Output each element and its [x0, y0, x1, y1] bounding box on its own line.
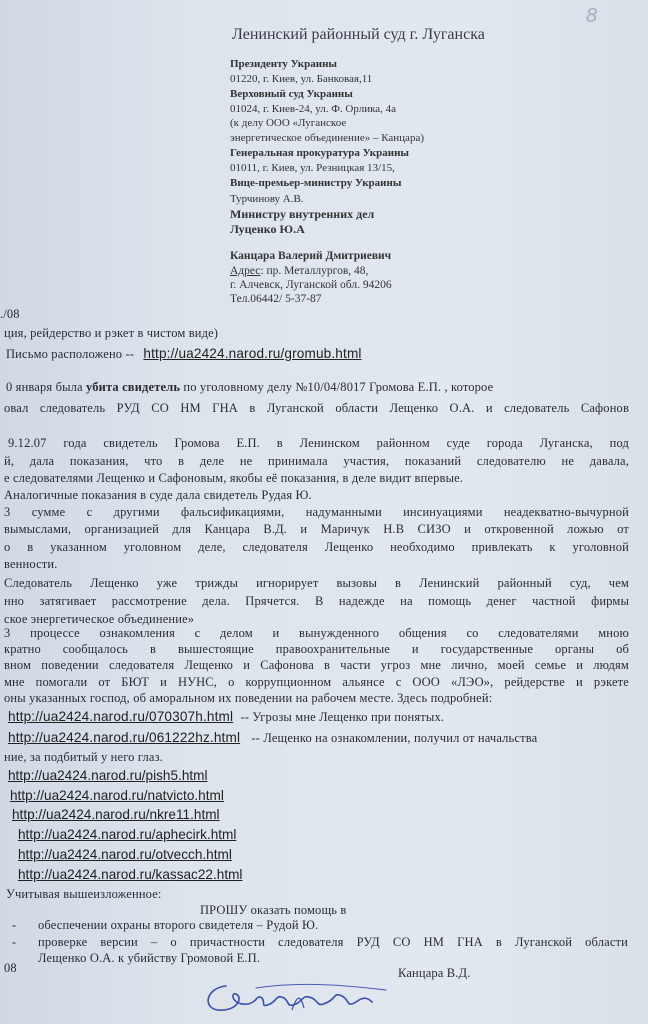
- link-note: -- Лещенко на ознакомлении, получил от начальства: [251, 731, 538, 745]
- sender-address: [230, 266, 368, 278]
- address-line1: : пр. Металлургов, 48,: [260, 265, 369, 277]
- addressee-line: 01024, г. Киев-24, ул. Ф. Орлика, 4а: [230, 103, 397, 115]
- body-line: вымыслами, организацией для Канцара В.Д. и Маричук Н.В СИЗО и откровенной ложью от: [4, 522, 629, 536]
- body-line: Следователь Лещенко уже трижды игнорирует вызовы в Ленинский районный суд, чем: [4, 576, 629, 590]
- link-pish5[interactable]: http://ua2424.narod.ru/pish5.html: [8, 768, 208, 783]
- body-line: мне помогали от БЮТ и НУНС, о коррупционном альянсе с ООО «ЛЭО», рейдерстве и рэкете: [4, 675, 629, 689]
- addressee-line: Луценко Ю.А: [230, 222, 305, 236]
- link-kassac22[interactable]: http://ua2424.narod.ru/kassac22.html: [18, 867, 243, 882]
- addressee-line: Вице-премьер-министру Украины: [230, 177, 402, 189]
- link-otvecch[interactable]: http://ua2424.narod.ru/otvecch.html: [18, 847, 232, 862]
- link-061222hz[interactable]: http://ua2424.narod.ru/061222hz.html: [8, 730, 241, 745]
- sender-phone: Тел.06442/ 5-37-87: [230, 293, 322, 305]
- court-title: Ленинский районный суд г. Луганска: [232, 26, 485, 43]
- bullet-marker: -: [12, 935, 17, 949]
- body-line: 3 сумме с другими фальсификациями, надуманными инсинуациями неадекватно-вычурной: [4, 505, 629, 519]
- letter-location-label: Письмо расположено --: [6, 347, 135, 361]
- link-nkre11[interactable]: http://ua2424.narod.ru/nkre11.html: [12, 807, 220, 822]
- addressee-line: энергетическое объединение» – Канцара): [230, 132, 424, 144]
- body-line: е следователями Лещенко и Сафоновым, якобы её показания, в деле видит впервые.: [4, 471, 464, 485]
- date-fragment: 08: [4, 961, 17, 975]
- body-line: Учитывая вышеизложенное:: [6, 887, 162, 901]
- body-line: й, дала показания, что в деле не принимала участия, показаний следователю не давала,: [4, 454, 629, 468]
- addressee-line: Генеральная прокуратура Украины: [230, 147, 409, 159]
- body-text-bold: убита свидетель: [86, 380, 181, 394]
- addressee-line: Президенту Украины: [230, 58, 337, 70]
- link-row: [8, 710, 444, 724]
- signatory-name: Канцара В.Д.: [398, 966, 471, 980]
- addressee-line: Министру внутренних дел: [230, 207, 375, 221]
- body-line: [6, 381, 493, 394]
- body-line: о в указанном уголовном деле, следователя Лещенко необходимо привлекать к уголовной: [4, 540, 629, 554]
- body-line: кратно сообщалось в вышестоящие правоохранительные и государственные органы об: [4, 642, 629, 656]
- body-line: вном поведении следователя Лещенко и Сафонова в части угроз мне лично, моей семье и людям: [4, 658, 629, 672]
- bullet-marker: -: [12, 918, 17, 932]
- handwritten-page-number: 8: [586, 5, 598, 27]
- request-heading: ПРОШУ оказать помощь в: [200, 903, 347, 917]
- body-line: ./08: [0, 307, 20, 321]
- link-aphecirk[interactable]: http://ua2424.narod.ru/aphecirk.html: [18, 827, 237, 842]
- body-line: ция, рейдерство и рэкет в чистом виде): [4, 326, 219, 340]
- request-item-cont: Лещенко О.А. к убийству Громовой Е.П.: [38, 951, 261, 965]
- sender-name: Канцара Валерий Дмитриевич: [230, 250, 392, 262]
- link-070307h[interactable]: http://ua2424.narod.ru/070307h.html: [8, 709, 234, 724]
- body-line: Аналогичные показания в суде дала свидетель Рудая Ю.: [4, 488, 312, 502]
- addressee-line: 01011, г. Киев, ул. Резницкая 13/15,: [230, 162, 395, 174]
- addressee-line: (к делу ООО «Луганское: [230, 117, 347, 129]
- link-natvicto[interactable]: http://ua2424.narod.ru/natvicto.html: [10, 788, 224, 803]
- link-row: [8, 731, 629, 745]
- addressee-line: Верховный суд Украины: [230, 88, 353, 100]
- addressee-line: 01220, г. Киев, ул. Банковая,11: [230, 73, 373, 85]
- body-line: ние, за подбитый у него глаз.: [4, 750, 163, 764]
- body-line: нно затягивает рассмотрение дела. Прячется. В надежде на помощь денег частной фирмы: [4, 594, 629, 608]
- handwritten-signature: [196, 968, 396, 1018]
- body-line: 9.12.07 года свидетель Громова Е.П. в Ленинском районном суде города Луганска, под: [8, 436, 629, 450]
- sender-address-line2: г. Алчевск, Луганской обл. 94206: [230, 279, 392, 291]
- address-label: Адрес: [230, 265, 261, 277]
- request-item: проверке версии – о причастности следователя РУД СО НМ ГНА в Луганской области: [38, 935, 628, 949]
- body-line: 3 процессе ознакомления с делом и вынужденного общения со следователями мною: [4, 626, 629, 640]
- body-line: ское энергетическое объединение»: [4, 612, 195, 626]
- body-text: 0 января была: [6, 380, 83, 394]
- link-note: -- Угрозы мне Лещенко при понятых.: [240, 710, 445, 724]
- link-gromub[interactable]: http://ua2424.narod.ru/gromub.html: [143, 346, 362, 361]
- request-item: обеспечении охраны второго свидетеля – Рудой Ю.: [38, 918, 319, 932]
- body-line: оны указанных господ, об аморальном их поведении на рабочем месте. Здесь подробней:: [4, 691, 493, 705]
- body-text: по уголовному делу №10/04/8017 Громова Е.П. , которое: [183, 380, 494, 394]
- addressee-line: Турчинову А.В.: [230, 193, 304, 205]
- body-line: [6, 347, 362, 361]
- body-line: венности.: [4, 557, 58, 571]
- body-line: овал следователь РУД СО НМ ГНА в Луганской области Лещенко О.А. и следователь Сафонов: [4, 401, 629, 415]
